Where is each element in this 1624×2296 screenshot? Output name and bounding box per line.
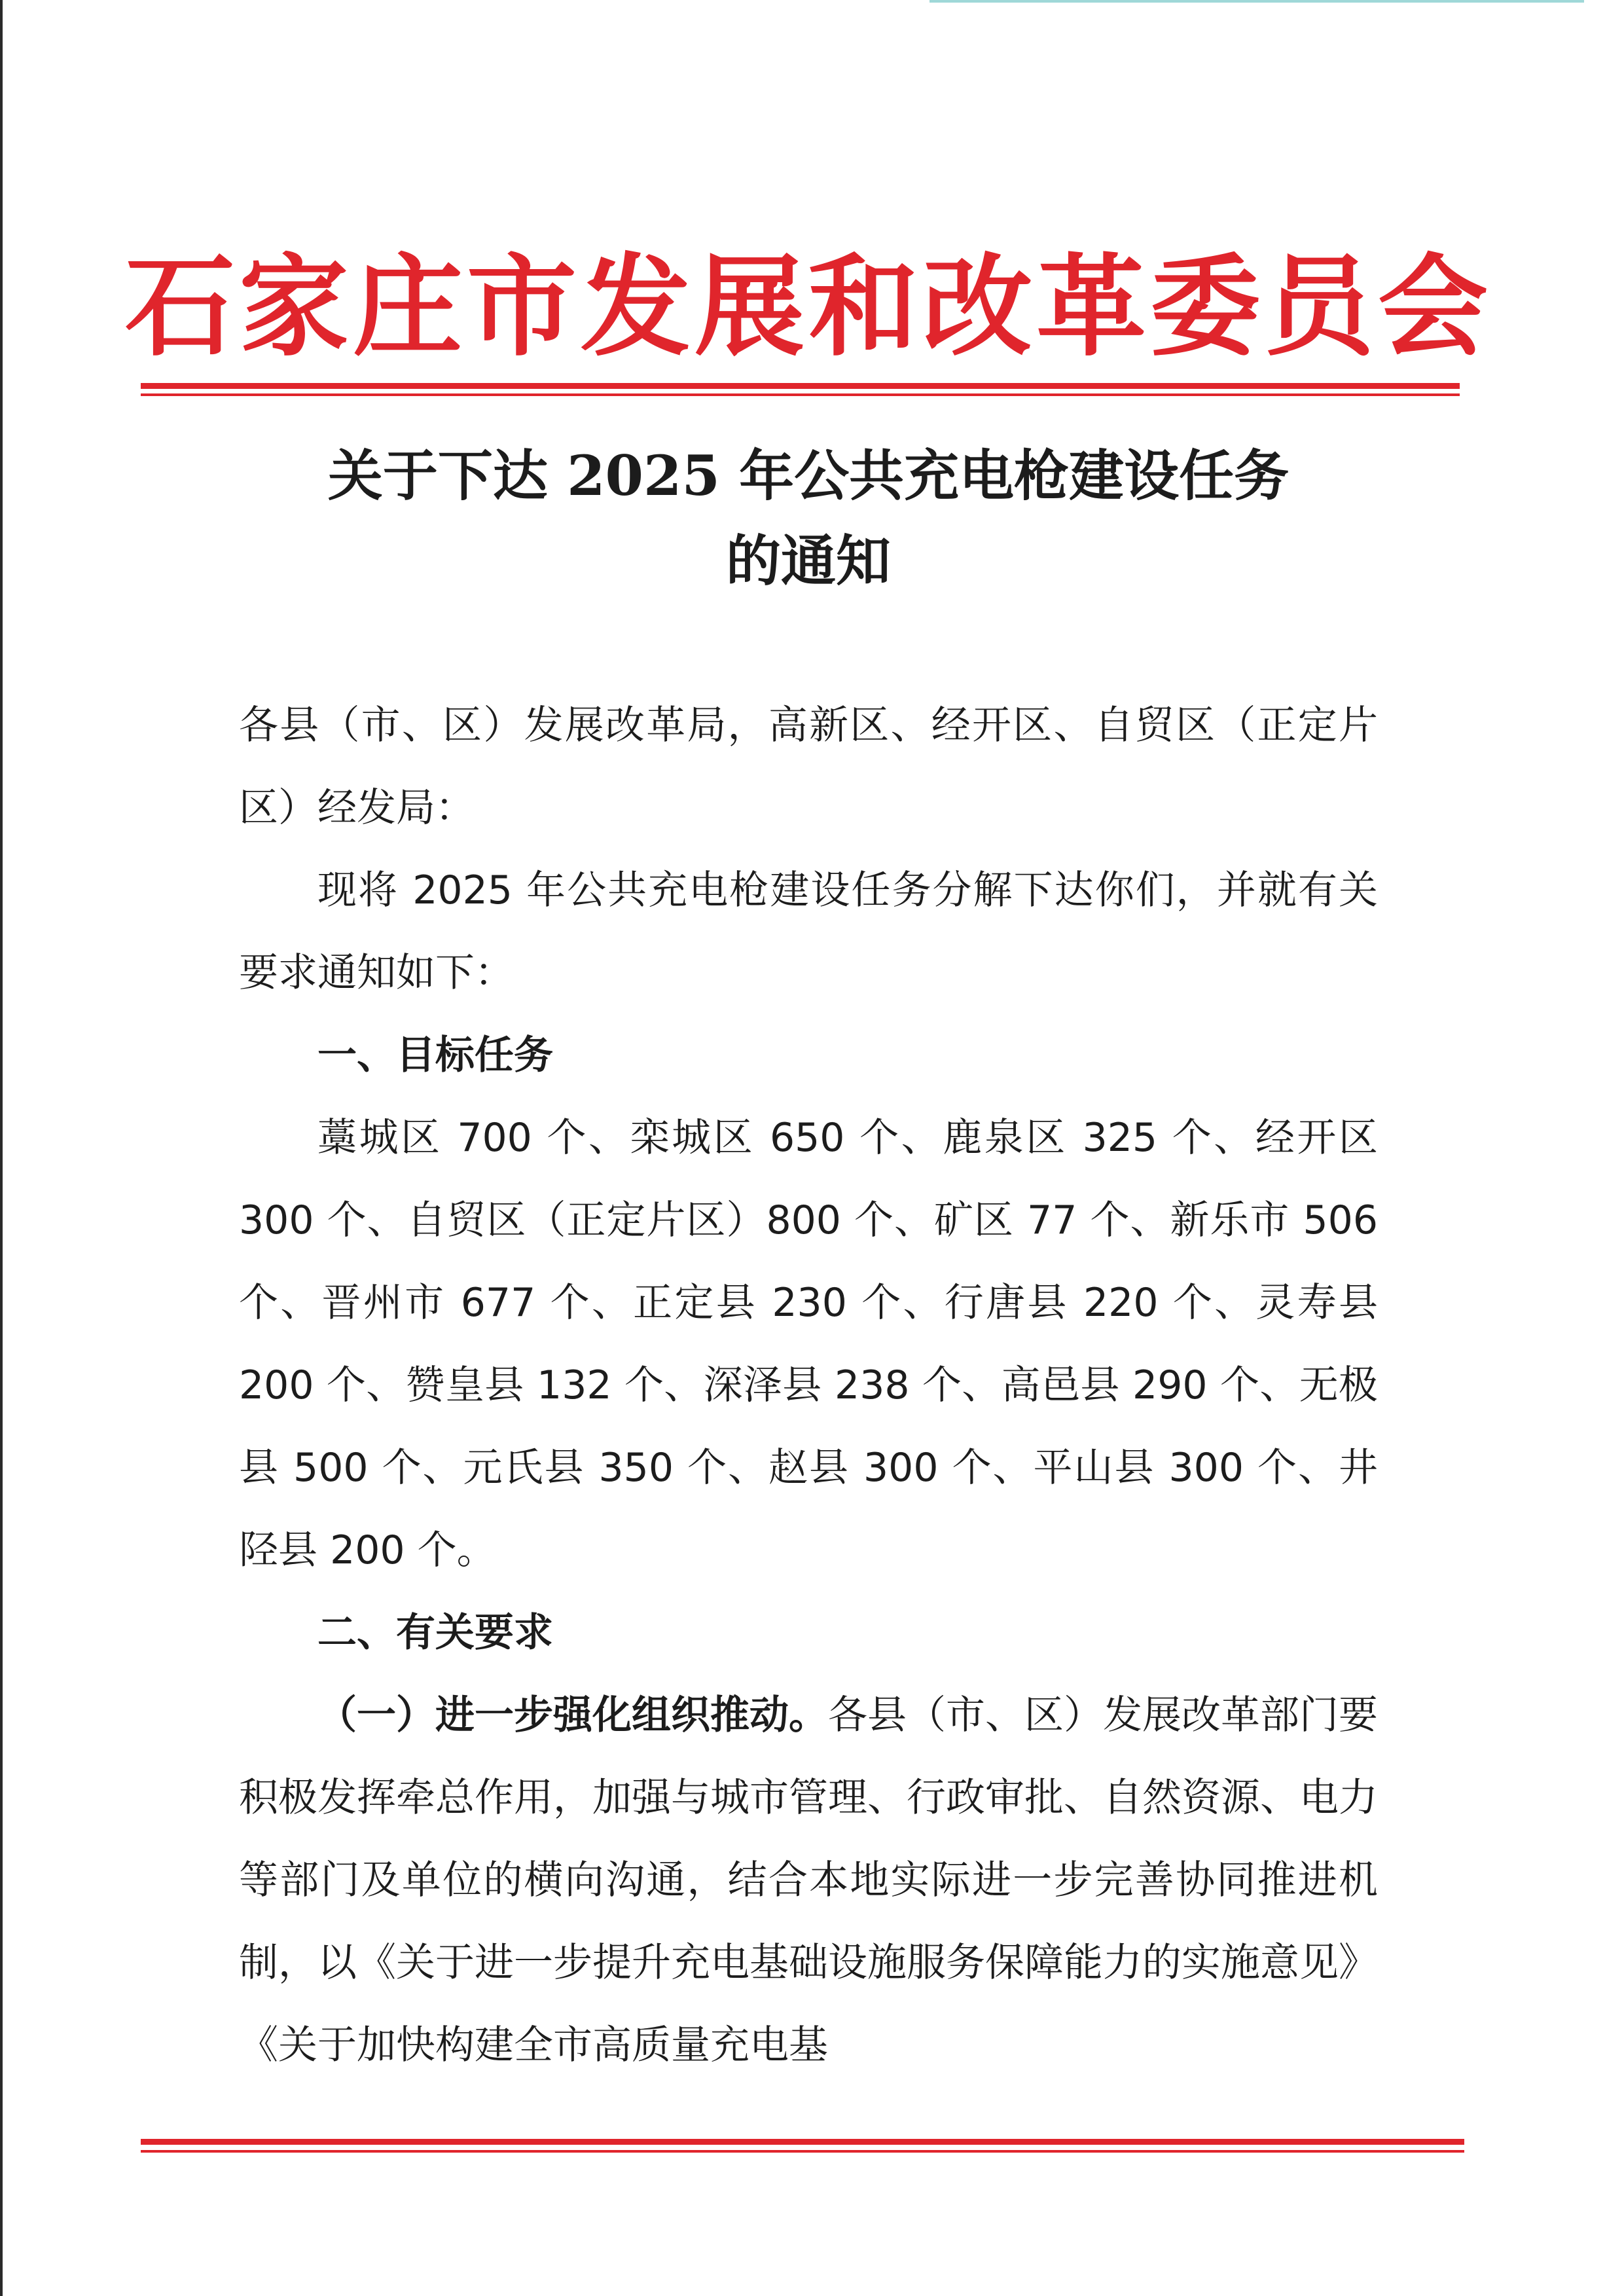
doc-title-line-1: 关于下达 2025 年公共充电枪建设任务 — [327, 443, 1290, 508]
document-body — [239, 684, 1378, 2086]
intro-paragraph: 现将 2025 年公共充电枪建设任务分解下达你们，并就有关要求通知如下： — [239, 867, 1378, 996]
scan-edge-left — [0, 0, 3, 2296]
footer-rule-thin — [141, 2150, 1464, 2153]
scan-edge-top — [929, 0, 1584, 3]
header-rule-thin — [141, 393, 1460, 396]
header-rule-thick — [141, 383, 1460, 389]
section-2-heading: 二、有关要求 — [317, 1610, 553, 1656]
footer-rule-thick — [141, 2139, 1464, 2145]
org-header: 石家庄市发展和改革委员会 — [125, 241, 1492, 371]
item-1-paragraph — [239, 1674, 1378, 2086]
doc-title-line-2: 的通知 — [725, 528, 891, 593]
section-1-text: 藁城区 700 个、栾城区 650 个、鹿泉区 325 个、经开区 300 个、自贸区（正定片区）800 个、矿区 77 个、新乐市 506 个、晋州市 677 个、正定县 230 个、行唐县 220 个、灵寿县 200 个、赞皇县 132 个、深泽县 238 个、高邑县 290 个、无极县 500 个、元氏县 350 个、赵县 300 个、平山县 300 个、井陉县 200 个。 — [239, 1115, 1378, 1573]
item-1-lead: （一）进一步强化组织推动。 — [317, 1692, 828, 1738]
section-1-heading: 一、目标任务 — [317, 1032, 553, 1078]
addressee: 各县（市、区）发展改革局，高新区、经开区、自贸区（正定片区）经发局： — [239, 702, 1378, 831]
item-1-text: 各县（市、区）发展改革部门要积极发挥牵总作用，加强与城市管理、行政审批、自然资源、电力等部门及单位的横向沟通，结合本地实际进一步完善协同推进机制，以《关于进一步提升充电基础设施服务保障能力的实施意见》《关于加快构建全市高质量充电基 — [239, 1692, 1378, 2068]
